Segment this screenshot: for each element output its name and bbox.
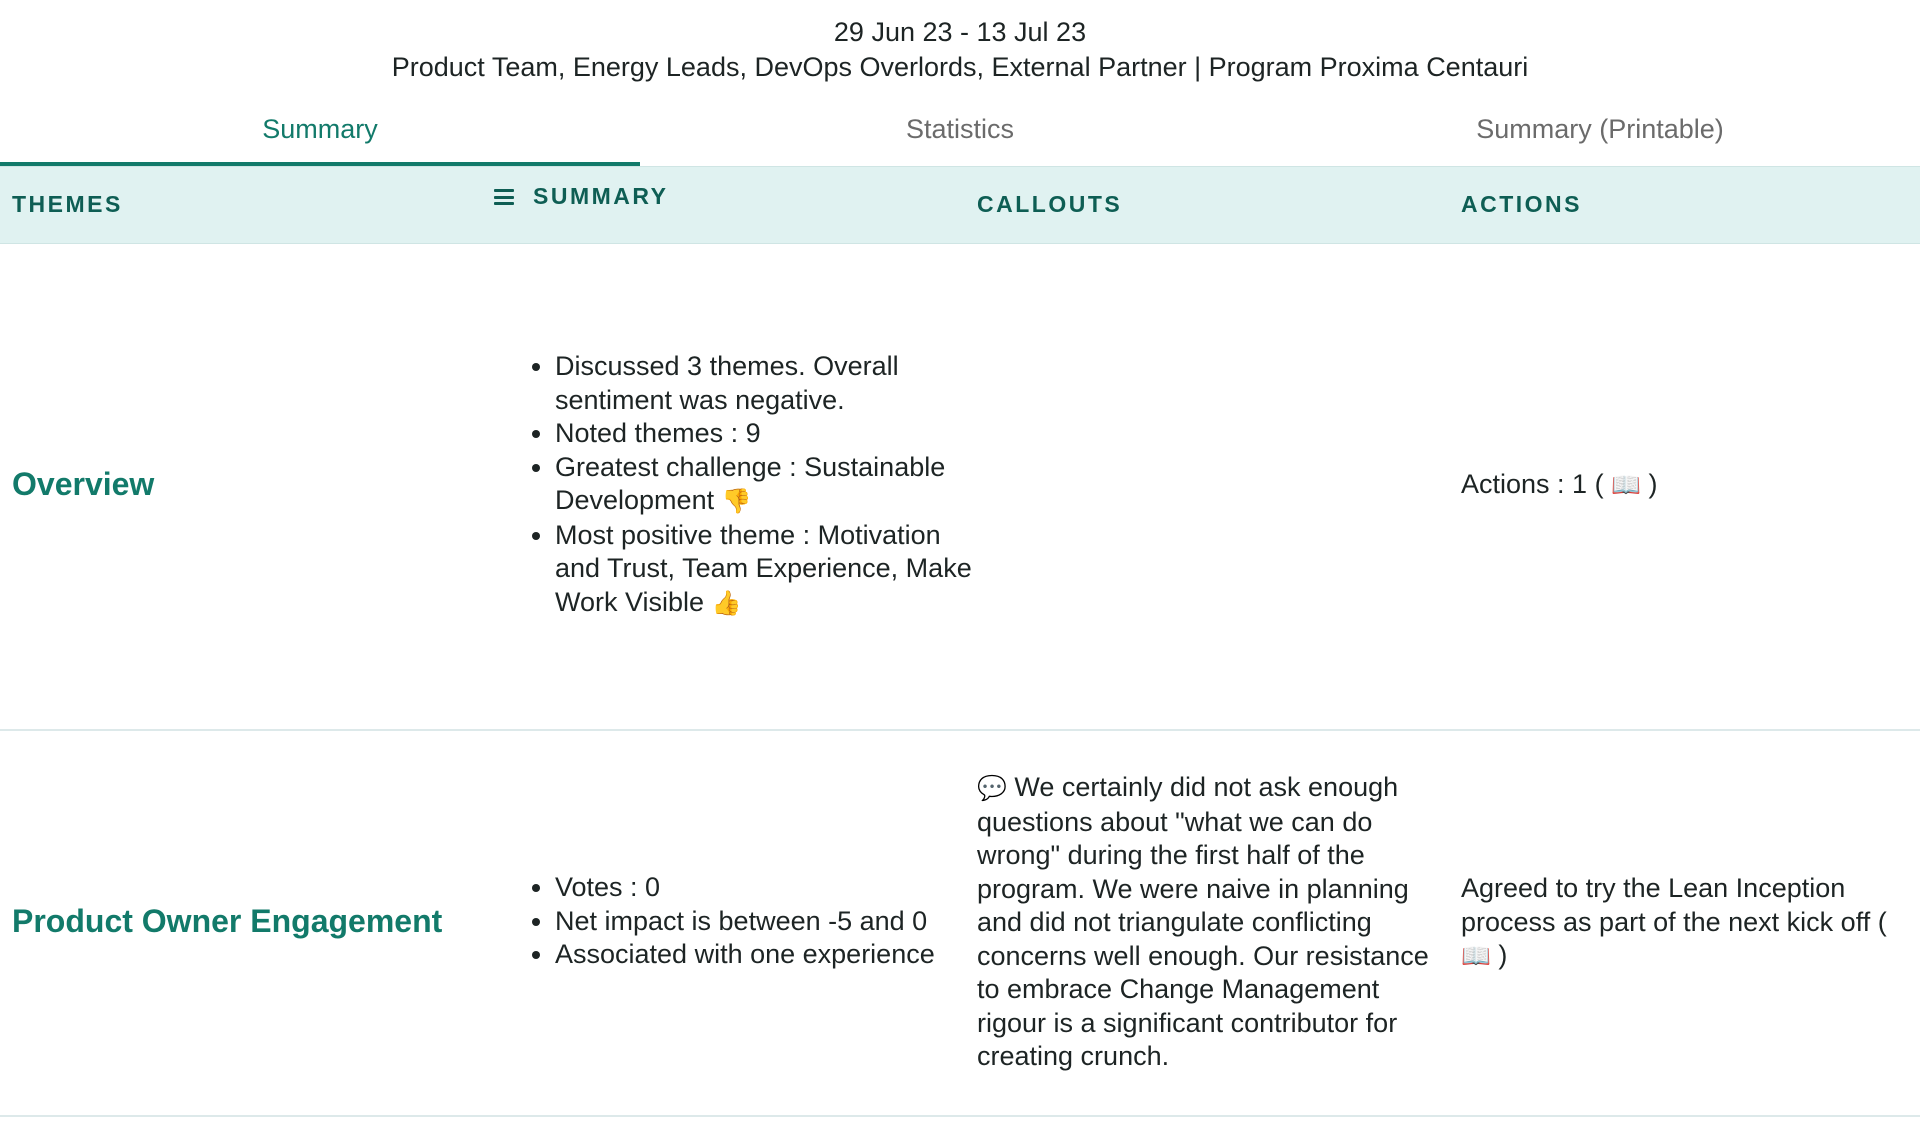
column-header-themes: THEMES bbox=[12, 191, 123, 217]
table-row bbox=[0, 731, 1920, 1117]
report-header bbox=[0, 0, 1920, 84]
action-text: Agreed to try the Lean Inception process as part of the next kick off ( 📖 ) bbox=[1461, 873, 1887, 970]
summary-item: • Greatest challenge : Sustainable Development 👎 bbox=[555, 451, 985, 519]
action-text: Actions : 1 ( 📖 ) bbox=[1461, 469, 1658, 499]
tab-bar bbox=[0, 104, 1920, 166]
summary-item: • Votes : 0 bbox=[555, 871, 985, 905]
date-range: 29 Jun 23 - 13 Jul 23 bbox=[833, 17, 1087, 47]
tab-summary[interactable]: Summary bbox=[0, 104, 640, 166]
column-header-callouts: CALLOUTS bbox=[977, 191, 1123, 217]
table-header bbox=[0, 166, 1920, 244]
summary-item: • Net impact is between -5 and 0 bbox=[555, 905, 985, 939]
teams-program-line: Product Team, Energy Leads, DevOps Overlords, External Partner | Program Proxima Centauri bbox=[391, 52, 1529, 82]
column-header-summary: SUMMARY bbox=[533, 183, 669, 209]
thumbs-up-icon: 👍 bbox=[711, 588, 742, 617]
summary-item: • Noted themes : 9 bbox=[555, 417, 985, 451]
callout-text: 💬 We certainly did not ask enough questions about "what we can do wrong" during the first half of the program. We were naive in planning and did not triangulate conflicting concerns well enough. Our resistance to embrace Change Management rigour is a significant contributor for creating crunch. bbox=[977, 772, 1429, 1071]
tab-statistics[interactable]: Statistics bbox=[905, 114, 1015, 144]
summary-item: • Associated with one experience bbox=[555, 938, 985, 972]
speech-bubble-icon: 💬 bbox=[977, 774, 1007, 802]
tab-summary-printable[interactable]: Summary (Printable) bbox=[1476, 114, 1724, 144]
book-icon[interactable]: 📖 bbox=[1611, 471, 1641, 499]
thumbs-down-icon: 👎 bbox=[721, 487, 752, 515]
summary-list bbox=[528, 871, 985, 972]
theme-name: Product Owner Engagement bbox=[12, 903, 443, 939]
menu-icon[interactable] bbox=[494, 189, 514, 205]
table-row bbox=[0, 242, 1920, 731]
summary-item: • Discussed 3 themes. Overall sentiment was negative. bbox=[555, 350, 985, 417]
summary-list bbox=[528, 350, 985, 620]
theme-name: Overview bbox=[12, 466, 155, 502]
book-icon[interactable]: 📖 bbox=[1461, 942, 1491, 970]
column-header-actions: ACTIONS bbox=[1461, 191, 1582, 217]
summary-item: • Most positive theme : Motivation and Trust, Team Experience, Make Work Visible 👍 bbox=[555, 519, 985, 621]
